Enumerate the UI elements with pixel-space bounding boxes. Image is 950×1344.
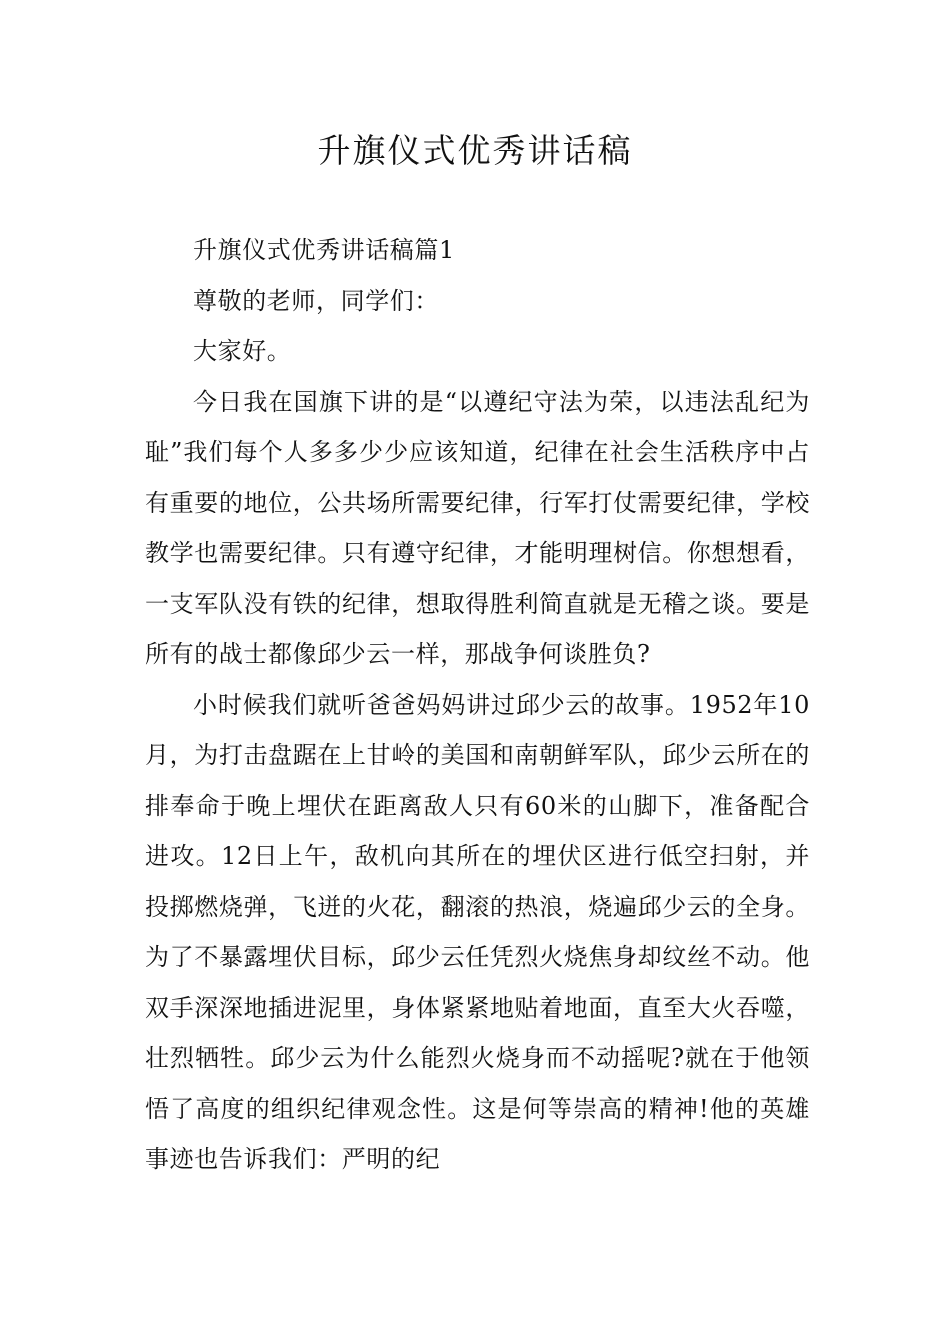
body-paragraph: 今日我在国旗下讲的是“以遵纪守法为荣，以违法乱纪为耻”我们每个人多多少少应该知道，纪律在社会生活秩序中占有重要的地位，公共场所需要纪律，行军打仗需要纪律，学校教学也需要纪律。只有遵守纪律，才能明理树信。你想想看，一支军队没有铁的纪律，想取得胜利简直就是无稽之谈。要是所有的战士都像邱少云一样，那战争何谈胜负?	[145, 387, 810, 668]
document-title: 升旗仪式优秀讲话稿	[317, 131, 633, 170]
salutation: 尊敬的老师，同学们：	[193, 286, 439, 315]
body-paragraph: 小时候我们就听爸爸妈妈讲过邱少云的故事。1952年10月，为打击盘踞在上甘岭的美国和南朝鲜军队，邱少云所在的排奉命于晚上埋伏在距离敌人只有60米的山脚下，准备配合进攻。12日上午，敌机向其所在的埋伏区进行低空扫射，并投掷燃烧弹，飞迸的火花，翻滚的热浪，烧遍邱少云的全身。为了不暴露埋伏目标，邱少云任凭烈火烧焦身却纹丝不动。他双手深深地插进泥里，身体紧紧地贴着地面，直至大火吞噬，壮烈牺牲。邱少云为什么能烈火烧身而不动摇呢?就在于他领悟了高度的组织纪律观念性。这是何等崇高的精神!他的英雄事迹也告诉我们：严明的纪	[145, 690, 810, 1173]
section-heading: 升旗仪式优秀讲话稿篇1	[193, 236, 455, 264]
document-body	[145, 225, 810, 1185]
greeting: 大家好。	[193, 337, 292, 365]
